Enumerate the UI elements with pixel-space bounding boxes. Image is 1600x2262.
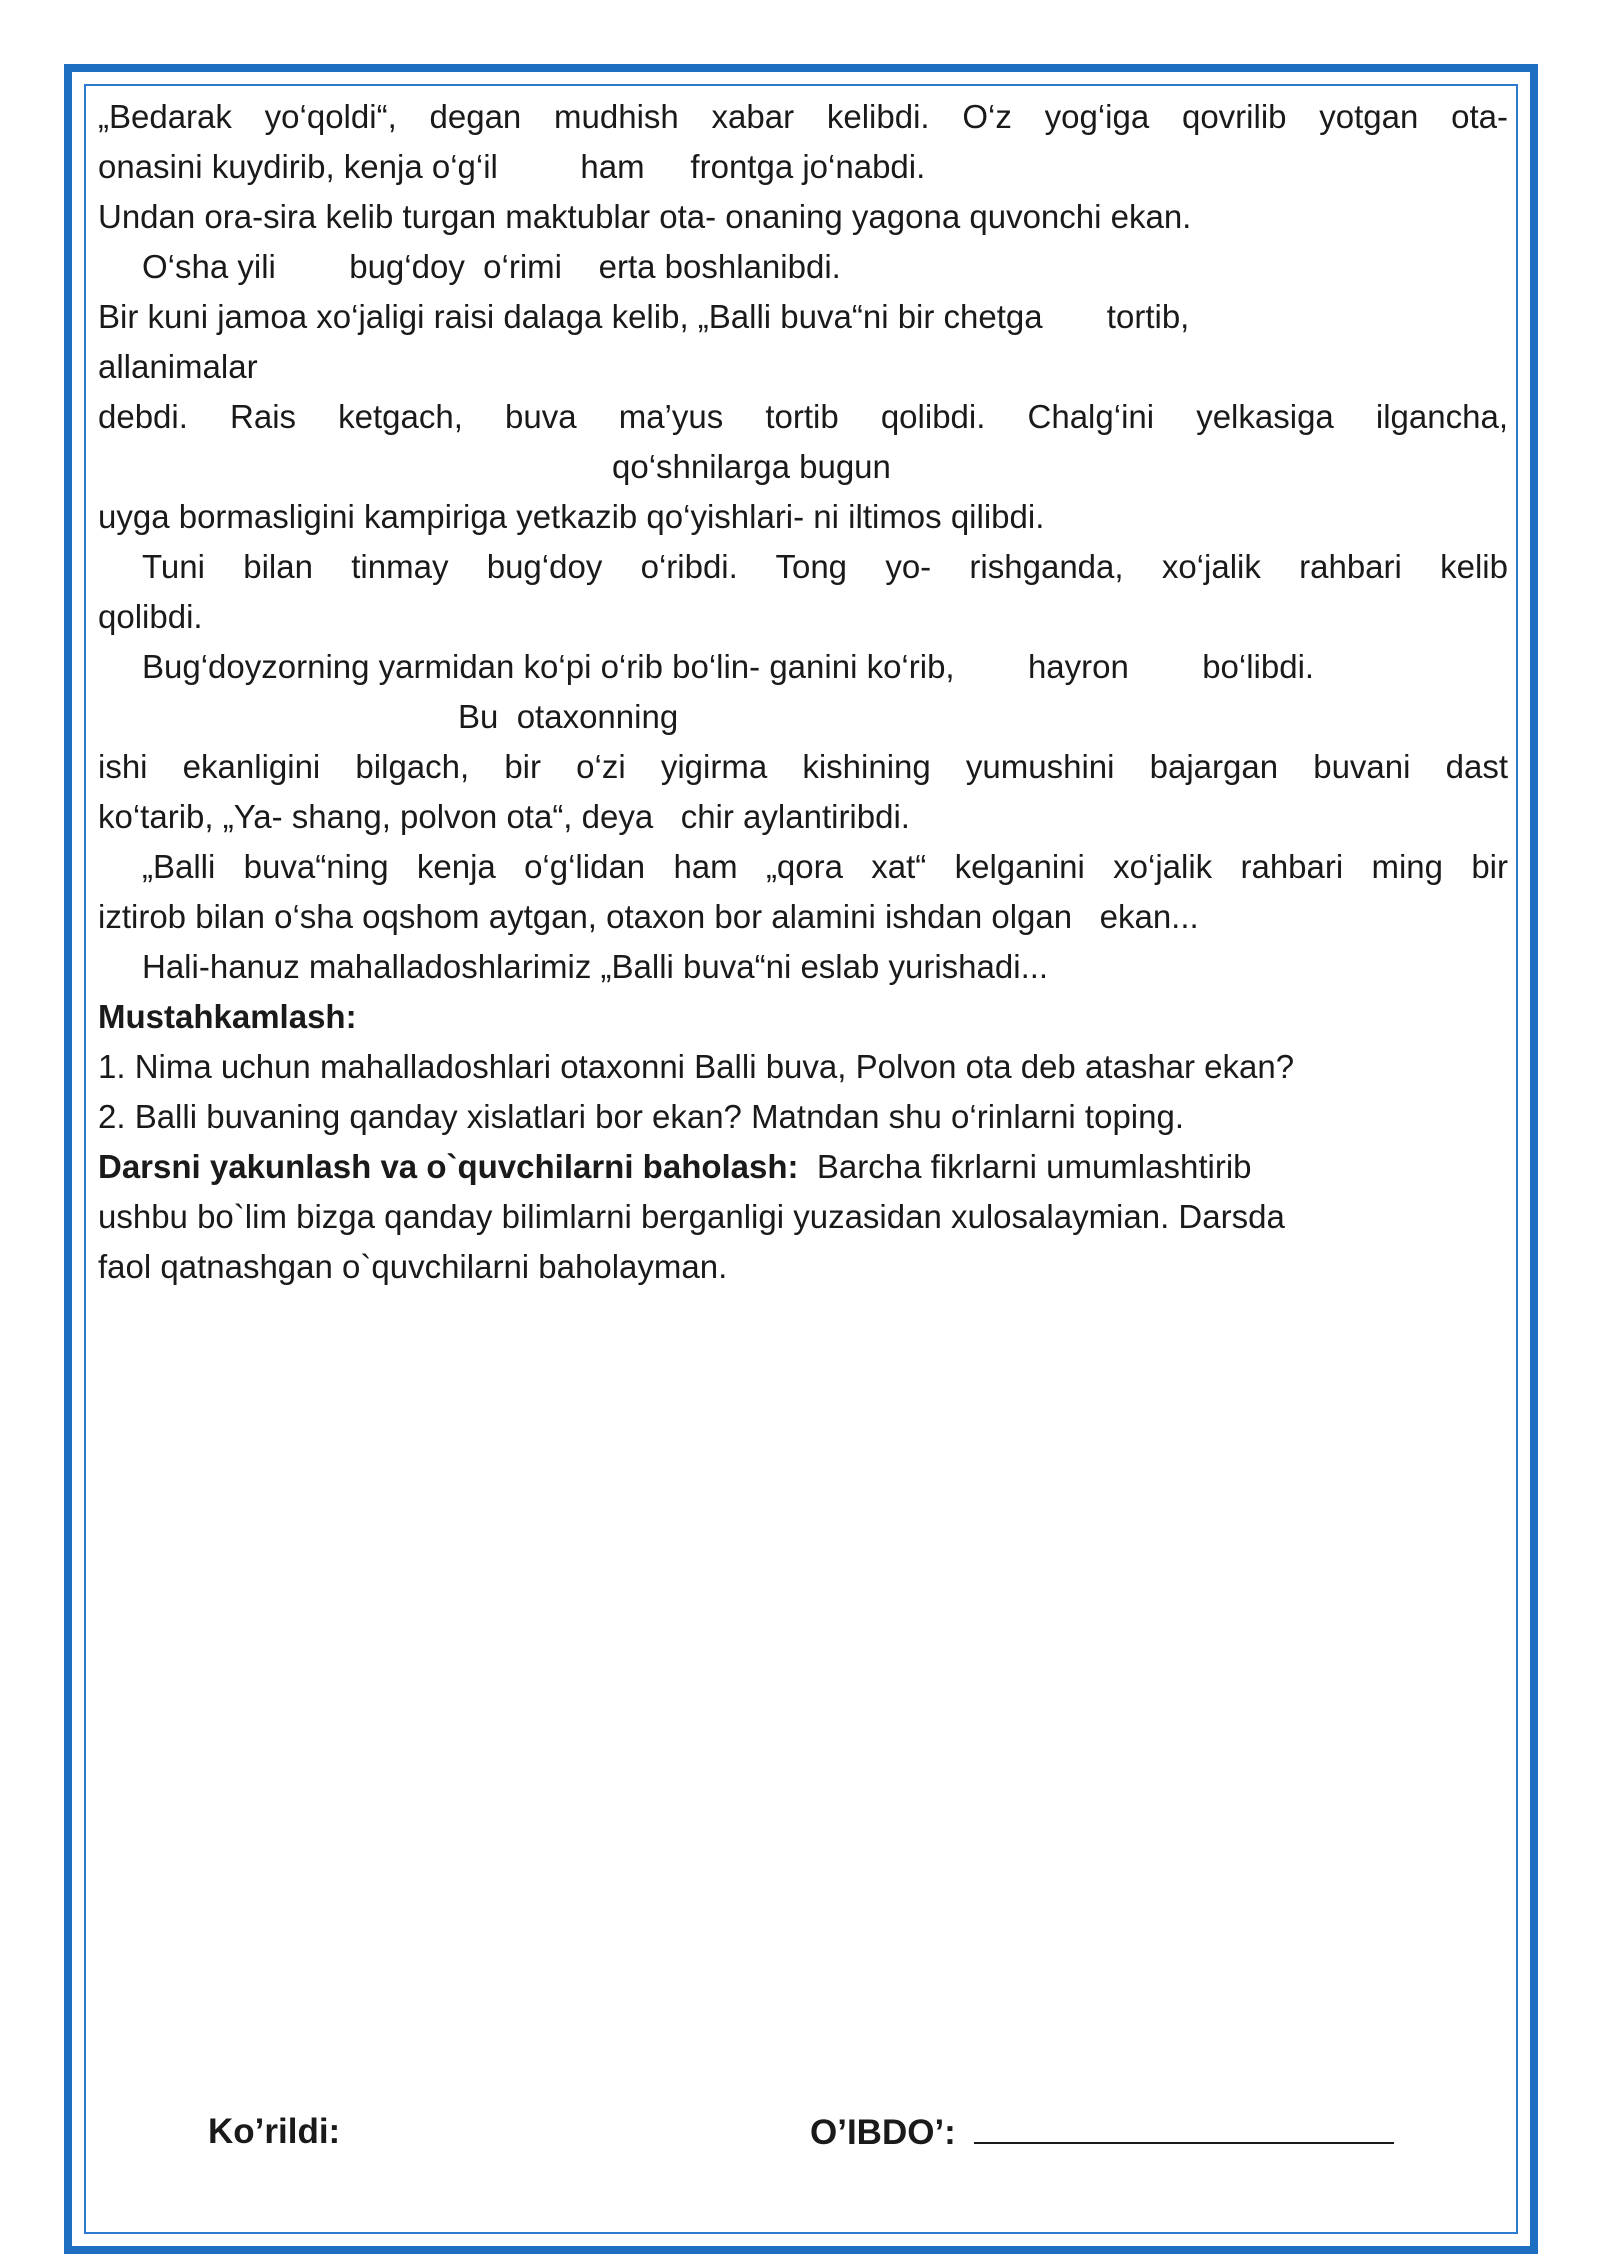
text-line: O‘sha yili bug‘doy o‘rimi erta boshlanibdi.	[142, 248, 841, 285]
text-line: debdi. Rais ketgach, buva ma’yus tortib qolibdi. Chalg‘ini yelkasiga ilgancha,	[98, 398, 1508, 435]
text-line: Tuni bilan tinmay bug‘doy o‘ribdi. Tong yo- rishganda, xo‘jalik rahbari kelib	[142, 548, 1508, 585]
text-fragment: Barcha fikrlarni umumlashtirib	[798, 1148, 1252, 1185]
text-line: Hali-hanuz mahalladoshlarimiz „Balli buva“ni eslab yurishadi...	[142, 948, 1049, 985]
text-line: „Bedarak yo‘qoldi“, degan mudhish xabar kelibdi. O‘z yog‘iga qovrilib yotgan ota-	[98, 98, 1508, 135]
section-heading: Mustahkamlash:	[98, 998, 357, 1035]
text-line: Bug‘doyzorning yarmidan ko‘pi o‘rib bo‘lin- ganini ko‘rib, hayron bo‘libdi.	[142, 648, 1315, 685]
text-line: iztirob bilan o‘sha oqshom aytgan, otaxon bor alamini ishdan olgan ekan...	[98, 898, 1199, 935]
text-line: onasini kuydirib, kenja o‘g‘il ham frontga jo‘nabdi.	[98, 148, 926, 185]
question-item: 2. Balli buvaning qanday xislatlari bor ekan? Matndan shu o‘rinlarni toping.	[98, 1098, 1185, 1135]
section-heading: Darsni yakunlash va o`quvchilarni baholash:	[98, 1148, 799, 1185]
approver-field	[810, 2112, 1394, 2153]
document-body	[98, 92, 1508, 1292]
signature-footer	[0, 2112, 1600, 2162]
text-line: faol qatnashgan o`quvchilarni baholayman.	[98, 1248, 728, 1285]
signature-line	[974, 2112, 1394, 2144]
approver-label: O’IBDO’:	[810, 2113, 966, 2152]
text-line: qo‘shnilarga bugun	[612, 448, 891, 485]
text-line: allanimalar	[98, 348, 258, 385]
text-line: ishi ekanligini bilgach, bir o‘zi yigirma kishining yumushini bajargan buvani dast	[98, 748, 1508, 785]
text-line: uyga bormasligini kampiriga yetkazib qo‘yishlari- ni iltimos qilibdi.	[98, 498, 1045, 535]
text-line: ushbu bo`lim bizga qanday bilimlarni berganligi yuzasidan xulosalaymian. Darsda	[98, 1198, 1285, 1235]
text-line: Undan ora-sira kelib turgan maktublar ota- onaning yagona quvonchi ekan.	[98, 198, 1192, 235]
text-line: Bu otaxonning	[458, 698, 679, 735]
text-line: qolibdi.	[98, 598, 203, 635]
reviewed-label: Ko’rildi:	[208, 2112, 341, 2151]
text-line	[98, 1142, 1508, 1192]
question-item: 1. Nima uchun mahalladoshlari otaxonni Balli buva, Polvon ota deb atashar ekan?	[98, 1048, 1295, 1085]
text-line: Bir kuni jamoa xo‘jaligi raisi dalaga kelib, „Balli buva“ni bir chetga tortib,	[98, 298, 1190, 335]
text-line: ko‘tarib, „Ya- shang, polvon ota“, deya chir aylantiribdi.	[98, 798, 910, 835]
text-line: „Balli buva“ning kenja o‘g‘lidan ham „qora xat“ kelganini xo‘jalik rahbari ming bir	[142, 848, 1508, 885]
